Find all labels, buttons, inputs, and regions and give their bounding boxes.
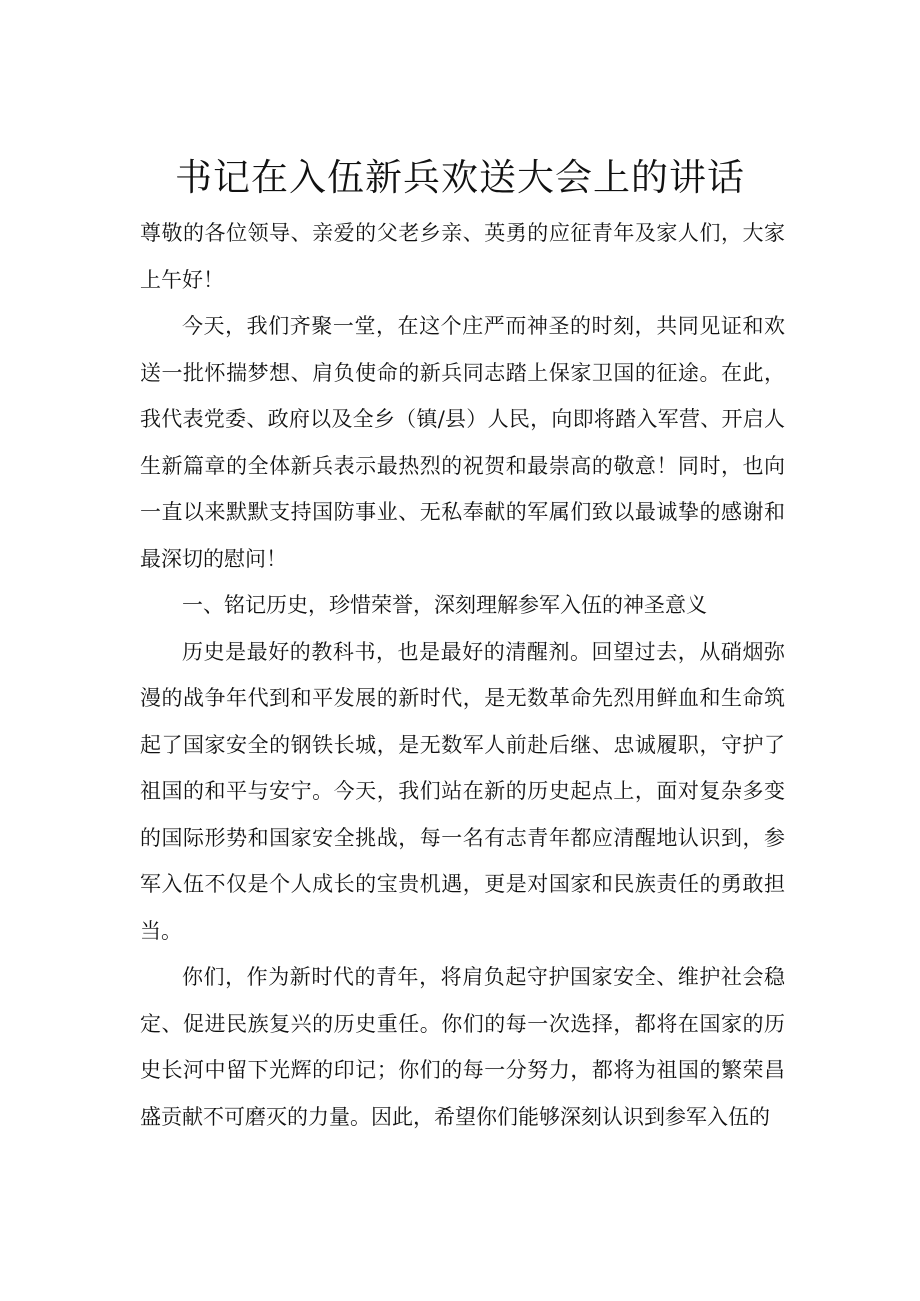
section-heading-1: 一、铭记历史，珍惜荣誉，深刻理解参军入伍的神圣意义 [182,593,707,617]
paragraph-greeting: 尊敬的各位领导、亲爱的父老乡亲、英勇的应征青年及家人们，大家上午好！ [140,221,785,292]
document-body [140,210,785,1140]
document-title: 书记在入伍新兵欢送大会上的讲话 [175,156,745,199]
paragraph-history: 历史是最好的教科书，也是最好的清醒剂。回望过去，从硝烟弥漫的战争年代到和平发展的新时代，是无数革命先烈用鲜血和生命筑起了国家安全的钢铁长城，是无数军人前赴后继、忠诚履职，守护了祖国的和平与安宁。今天，我们站在新的历史起点上，面对复杂多变的国际形势和国家安全挑战，每一名有志青年都应清醒地认识到，参军入伍不仅是个人成长的宝贵机遇，更是对国家和民族责任的勇敢担当。 [140,639,785,943]
paragraph-youth: 你们，作为新时代的青年，将肩负起守护国家安全、维护社会稳定、促进民族复兴的历史重任。你们的每一次选择，都将在国家的历史长河中留下光辉的印记；你们的每一分努力，都将为祖国的繁荣昌盛贡献不可磨灭的力量。因此，希望你们能够深刻认识到参军入伍的 [140,965,785,1129]
paragraph-opening: 今天，我们齐聚一堂，在这个庄严而神圣的时刻，共同见证和欢送一批怀揣梦想、肩负使命的新兵同志踏上保家卫国的征途。在此，我代表党委、政府以及全乡（镇/县）人民，向即将踏入军营、开启人生新篇章的全体新兵表示最热烈的祝贺和最崇高的敬意！同时，也向一直以来默默支持国防事业、无私奉献的军属们致以最诚挚的感谢和最深切的慰问！ [140,314,785,571]
